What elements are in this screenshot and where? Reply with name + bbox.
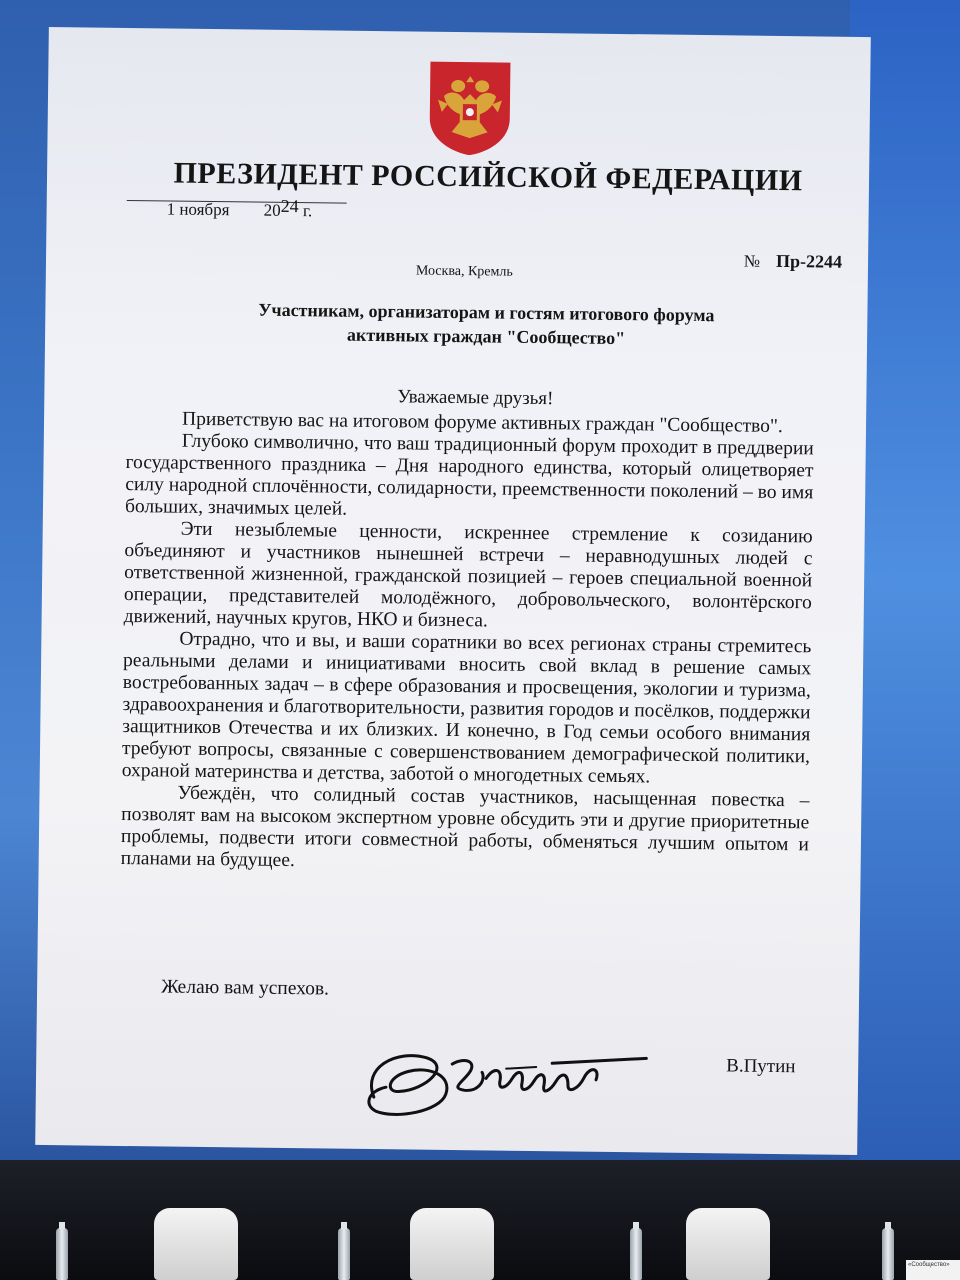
letter-address [45, 295, 868, 353]
header-title: ПРЕЗИДЕНТ РОССИЙСКОЙ ФЕДЕРАЦИИ [173, 156, 803, 198]
stage-chair [680, 1200, 776, 1280]
name-card: «Сообщество» [906, 1260, 960, 1280]
letter-date [166, 195, 313, 221]
date-year-suffix: 24 [280, 195, 299, 217]
letter-body [121, 408, 815, 878]
coat-of-arms-icon [425, 60, 514, 157]
water-bottle-icon [338, 1228, 350, 1280]
chair-back [154, 1208, 238, 1280]
address-line-2: активных граждан "Сообщество" [346, 324, 626, 349]
paragraph: Глубоко символично, что ваш традиционный форум проходит в преддверии государственного праздника – Дня народного единства, который олицетворяет силу народной сплочённости, солидарности, преемственности поколений – во имя больших, значимых целей. [124, 430, 814, 520]
paragraph: Приветствую вас на итоговом форуме активных граждан "Сообщество". [181, 408, 783, 438]
water-bottle-icon [56, 1228, 68, 1280]
salutation: Уважаемые друзья! [397, 386, 554, 410]
water-bottle-icon [882, 1228, 894, 1280]
letter-number [744, 251, 842, 273]
stage-chair [148, 1200, 244, 1280]
address-line-1: Участникам, организаторам и гостям итогового форума [258, 299, 715, 326]
handwritten-signature [355, 1027, 656, 1131]
chair-back [686, 1208, 770, 1280]
stage-chair [404, 1200, 500, 1280]
paragraph: Отрадно, что и вы, и ваши соратники во всех регионах страны стремитесь реальными делами и инициативами вносить свой вклад в решение самых востребованных задач – в сфере образования и просвещения, экологии и туризма, здравоохранения и благотворительности, развития городов и посёлков, поддержки защитников Отечества и их близких. И конечно, в Год семьи особого внимания требуют вопросы, связанные с совершенствованием демографической политики, охраной материнства и детства, заботой о многодетных семьях. [121, 628, 812, 788]
water-bottle-icon [630, 1228, 642, 1280]
chair-back [410, 1208, 494, 1280]
number-value: Пр-2244 [775, 250, 843, 272]
paragraph: Эти незыблемые ценности, искреннее стремление к созиданию объединяют и участников нынешней встречи – неравнодушных людей с ответственной жизненной, гражданской позицией – героев специальной военной операции, представителей молодёжного, добровольческого, волонтёрского движений, научных кругов, НКО и бизнеса. [123, 518, 813, 632]
signer-name: В.Путин [726, 1055, 796, 1078]
date-day: 1 ноября [166, 199, 230, 220]
paragraph: Убеждён, что солидный состав участников, насыщенная повестка – позволят вам на высоком экспертном уровне обсудить эти и другие приоритетные проблемы, подвести итоги совместной работы, обменяться лучшим опытом и планами на будущее. [120, 782, 810, 872]
date-year-prefix: 20 [263, 200, 281, 220]
number-mark: № [743, 251, 761, 271]
date-year-mark: г. [302, 201, 313, 221]
closing-line: Желаю вам успехов. [161, 976, 330, 1000]
letter-place: Москва, Кремль [415, 263, 513, 280]
letter-sheet [35, 27, 871, 1155]
